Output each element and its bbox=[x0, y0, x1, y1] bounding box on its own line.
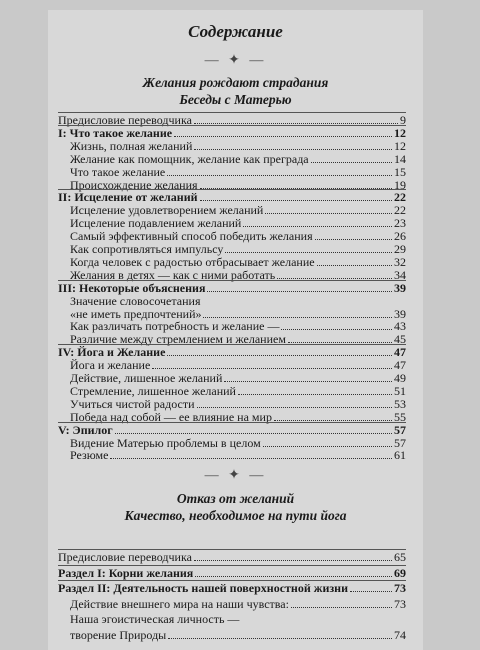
toc-entry bbox=[70, 140, 406, 153]
toc-page-number: 39 bbox=[394, 280, 406, 295]
toc-entry-title: Действие внешнего мира на наши чувства: bbox=[70, 596, 289, 611]
toc-page-number: 22 bbox=[394, 203, 406, 218]
toc-leader-dots bbox=[197, 407, 392, 408]
toc-entry-title: Как сопротивляться импульсу bbox=[70, 242, 224, 256]
toc-leader-dots bbox=[225, 252, 392, 253]
toc-leader-dots bbox=[167, 175, 392, 176]
toc-page-number: 73 bbox=[394, 596, 406, 611]
toc-leader-dots bbox=[207, 291, 392, 292]
toc-page-number: 55 bbox=[394, 409, 406, 424]
toc-page-number: 47 bbox=[394, 358, 406, 373]
toc-page-number: 14 bbox=[394, 151, 406, 166]
toc-entry-title: Происхождение желания bbox=[70, 177, 198, 192]
toc-entry-title: Исцеление подавлением желаний bbox=[70, 216, 242, 231]
toc-entry-title: I: Что такое желание bbox=[58, 125, 173, 140]
toc-leader-dots bbox=[194, 560, 392, 561]
toc-entry-title: Значение словосочетания bbox=[70, 293, 201, 308]
toc-leader-dots bbox=[315, 239, 392, 240]
toc-page-number: 47 bbox=[394, 345, 406, 360]
toc-entry bbox=[70, 598, 406, 611]
toc-entry-title: IV: Йога и Желание bbox=[58, 345, 166, 360]
ornament-divider: — ✦ — bbox=[204, 53, 267, 68]
toc-entry bbox=[70, 437, 406, 450]
toc-entry bbox=[58, 582, 406, 595]
toc-page-number: 45 bbox=[394, 332, 406, 347]
toc-entry-title: Предисловие переводчика bbox=[58, 113, 192, 127]
toc-entry bbox=[58, 127, 406, 140]
toc-entry bbox=[70, 166, 406, 179]
toc-page-number: 12 bbox=[394, 138, 406, 153]
toc-entry-title: V: Эпилог bbox=[58, 422, 113, 437]
book-page bbox=[48, 10, 423, 650]
toc-entry-title: Когда человек с радостью отбрасывает желание bbox=[70, 254, 315, 269]
toc-entry-title: Учиться чистой радости bbox=[70, 396, 195, 411]
toc-leader-dots bbox=[317, 265, 392, 266]
toc-leader-dots bbox=[200, 188, 392, 189]
toc-page-number: 57 bbox=[394, 435, 406, 450]
toc-leader-dots bbox=[110, 458, 392, 459]
section-1-subtitle: Беседы с Матерью bbox=[179, 92, 292, 107]
toc-leader-dots bbox=[311, 162, 392, 163]
toc-entry bbox=[70, 629, 406, 642]
toc-leader-dots bbox=[265, 213, 392, 214]
toc-leader-dots bbox=[194, 123, 398, 124]
toc-leader-dots bbox=[238, 394, 392, 395]
toc-entry-title: Раздел II: Деятельность нашей поверхностной жизни bbox=[58, 581, 349, 596]
toc-page-number: 39 bbox=[394, 306, 406, 321]
toc-page-number: 12 bbox=[394, 125, 406, 140]
toc-page-number: 49 bbox=[394, 371, 406, 385]
toc-entry bbox=[58, 567, 406, 580]
toc-page-number: 32 bbox=[394, 254, 406, 269]
toc-entry-title: Что такое желание bbox=[70, 164, 166, 179]
toc-leader-dots bbox=[167, 355, 392, 356]
toc-entry-title: Наша эгоистическая личность — bbox=[70, 612, 240, 627]
toc-entry bbox=[70, 256, 406, 269]
toc-entry-title: Жизнь, полная желаний bbox=[70, 138, 193, 153]
toc-entry-title: Как различать потребность и желание — bbox=[70, 319, 280, 334]
toc-entry-title: «не иметь предпочтений» bbox=[70, 306, 202, 321]
toc-page-number: 23 bbox=[394, 216, 406, 231]
toc-page-number: 19 bbox=[394, 177, 406, 192]
toc-leader-dots bbox=[288, 342, 392, 343]
toc-entry-title: Раздел I: Корни желания bbox=[58, 565, 194, 580]
toc-entry bbox=[58, 551, 406, 564]
toc-page-number: 26 bbox=[394, 229, 406, 244]
toc-entry bbox=[70, 295, 406, 308]
toc-leader-dots bbox=[194, 149, 392, 150]
toc-page-number: 9 bbox=[400, 113, 406, 127]
page-title: Содержание bbox=[188, 22, 283, 41]
toc-leader-dots bbox=[203, 317, 392, 318]
toc-entry-title: Желания в детях — как с ними работать bbox=[70, 267, 276, 282]
toc-leader-dots bbox=[195, 576, 392, 577]
toc-entry bbox=[70, 613, 406, 626]
toc-leader-dots bbox=[115, 433, 392, 434]
section-1-title: Желания рождают страдания bbox=[142, 75, 329, 90]
toc-entry-title: III: Некоторые объяснения bbox=[58, 280, 206, 295]
toc-page-number: 65 bbox=[394, 550, 406, 564]
toc-entry bbox=[70, 398, 406, 411]
toc-leader-dots bbox=[350, 591, 392, 592]
toc-leader-dots bbox=[174, 136, 392, 137]
toc-entry bbox=[70, 385, 406, 398]
toc-entry-title: Йога и желание bbox=[70, 358, 151, 373]
toc-leader-dots bbox=[274, 420, 392, 421]
toc-leader-dots bbox=[168, 638, 392, 639]
toc-entry bbox=[70, 449, 406, 462]
toc-entry-title: Резюме bbox=[70, 448, 109, 463]
toc-page-number: 57 bbox=[394, 422, 406, 437]
toc-leader-dots bbox=[152, 368, 392, 369]
toc-page-number: 61 bbox=[394, 448, 406, 463]
toc-page-number: 73 bbox=[394, 581, 406, 596]
toc-entry bbox=[58, 282, 406, 295]
toc-page-number: 15 bbox=[394, 164, 406, 179]
toc-entry-title: Предисловие переводчика bbox=[58, 550, 192, 564]
toc-page-number: 69 bbox=[394, 565, 406, 580]
toc-leader-dots bbox=[277, 278, 392, 279]
toc-page-number: 53 bbox=[394, 396, 406, 411]
toc-entry-title: Действие, лишенное желаний bbox=[70, 371, 223, 385]
toc-page-number: 51 bbox=[394, 383, 406, 398]
toc-leader-dots bbox=[263, 446, 392, 447]
toc-entry bbox=[58, 424, 406, 437]
toc-leader-dots bbox=[291, 607, 392, 608]
toc-entry bbox=[70, 153, 406, 166]
toc-entry-title: творение Природы bbox=[70, 628, 167, 642]
section-2-heading bbox=[48, 490, 423, 524]
toc-entry-title: Исцеление удовлетворением желаний bbox=[70, 203, 264, 218]
toc-page-number: 22 bbox=[394, 190, 406, 205]
section-2-title: Отказ от желаний bbox=[176, 491, 295, 506]
toc-leader-dots bbox=[224, 381, 392, 382]
toc-leader-dots bbox=[243, 226, 392, 227]
section-2-subtitle: Качество, необходимое на пути йога bbox=[124, 508, 347, 523]
toc-entry-title: II: Исцеление от желаний bbox=[58, 190, 198, 205]
toc-leader-dots bbox=[200, 200, 392, 201]
toc-page-number: 43 bbox=[394, 319, 406, 334]
toc-entry-title: Видение Матерью проблемы в целом bbox=[70, 435, 261, 450]
toc-entry-title: Желание как помощник, желание как преграда bbox=[70, 151, 309, 166]
ornament-divider: — ✦ — bbox=[204, 468, 267, 483]
toc-entry-title: Различие между стремлением и желанием bbox=[70, 332, 286, 347]
toc-entry-title: Победа над собой — ее влияние на мир bbox=[70, 409, 272, 424]
toc-page-number: 29 bbox=[394, 242, 406, 256]
toc-page-number: 74 bbox=[394, 628, 406, 642]
toc-entry-title: Самый эффективный способ победить желания bbox=[70, 229, 313, 244]
toc-entry-title: Стремление, лишенное желаний bbox=[70, 383, 236, 398]
toc-leader-dots bbox=[281, 329, 392, 330]
section-1-heading bbox=[48, 74, 423, 108]
toc-page-number: 34 bbox=[394, 267, 406, 282]
